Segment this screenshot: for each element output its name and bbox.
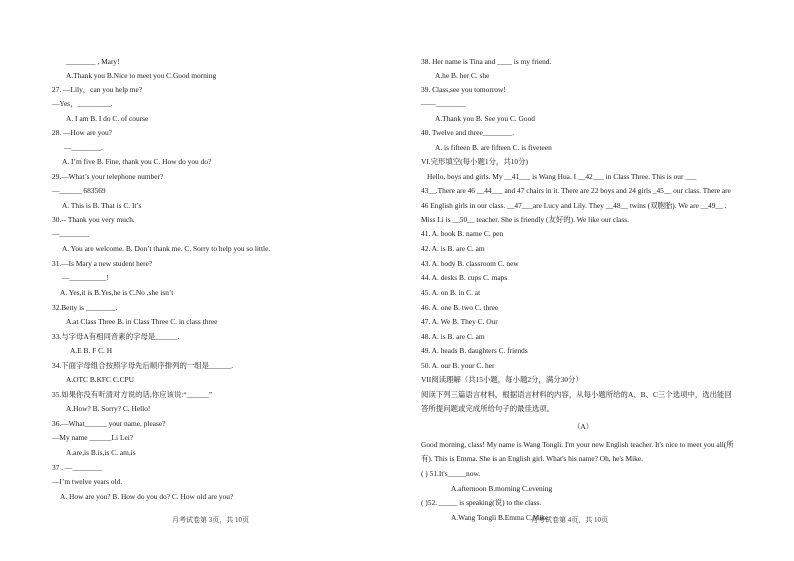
- left-page-line: ________ , Mary!: [66, 57, 120, 66]
- left-page-line: —__________!: [62, 273, 109, 282]
- right-page-line: ( ) 51.It's_____now.: [421, 469, 481, 478]
- left-page-line: A. I am B. I do C. of course: [66, 114, 149, 123]
- left-page-line: A.are,is B.is,is C. am,is: [66, 448, 136, 457]
- right-page-line: 47. A. We B. They C. Our: [421, 317, 498, 326]
- right-page-line: 49. A. heads B. daughters C. friends: [421, 346, 528, 355]
- right-page-footer: 月考试卷第 4页，共 10页: [531, 516, 608, 524]
- right-page-line: ——________: [421, 99, 466, 108]
- left-page-line: 36.—What______ your name, please?: [52, 419, 166, 428]
- left-page-line: 31.—Is Mary a new student here?: [52, 259, 153, 268]
- left-page-line: 27. —Lily，can you help me?: [52, 85, 143, 94]
- left-page-line: 32.Betty is ________.: [52, 303, 118, 312]
- right-page-line: 41. A. book B. name C. pen: [421, 229, 504, 238]
- right-page-line: 46 English girls in our class. __47___are Lucy and Lily. They __48__ twins (双胞胎). We are __49__ .: [421, 201, 727, 210]
- left-page-line: A.E B. F C. H: [70, 346, 113, 355]
- right-page-line: 阅读下列三篇语言材料，根据语言材料的内容，从每小题所给的A、B、C三个选项中，选出能回: [421, 390, 732, 399]
- right-page-line: A.Thank you B. See you C. Good: [435, 114, 535, 123]
- left-page-line: —______ 683569: [52, 186, 106, 195]
- right-page-line: Good morning, class! My name is Wang Tongli. I'm your new English teacher. It's nice to meet you all(所: [421, 440, 734, 449]
- left-page-line: —My name ______Li Lei?: [52, 433, 134, 442]
- left-page-line: A. How are you? B. How do you do? C. How old are you?: [60, 492, 234, 501]
- right-page-line: ( )52. _____ is speaking(说) to the class.: [421, 498, 542, 507]
- left-page-line: 29.—What’s your telephone number?: [52, 172, 164, 181]
- right-page-line: A.Wang Tongli B.Emma C.Mike: [451, 513, 549, 522]
- left-page-line: 33.与字母A有相同音素的字母是______.: [52, 332, 180, 341]
- right-page-line: 48. A. is B. are C. am: [421, 332, 485, 341]
- right-page-line: 39. Class,see you tomorrow!: [421, 85, 506, 94]
- left-page-line: —________: [52, 229, 89, 238]
- right-page-line: 44. A. desks B. cups C. maps: [421, 273, 508, 282]
- right-page-line: 答所提问题或完成所给句子的最佳选项。: [421, 404, 555, 413]
- right-page-line: 43__.There are 46 __44___ and 47 chairs in it. There are 22 boys and 24 girls _45__ our class. There are: [421, 186, 731, 195]
- left-page-line: 37 . —________: [52, 463, 102, 472]
- right-page-line: VII阅读理解（共15小题，每小题2分，满分30分）: [421, 375, 583, 384]
- right-page-line: A. is fifteen B. are fifteen C. is fiveteen: [435, 143, 552, 152]
- right-page-line: 43. A. body B. classroom C. new: [421, 259, 519, 268]
- left-page-line: 28. —How are you?: [52, 128, 112, 137]
- left-page-line: A.Thank you B.Nice to meet you C.Good morning: [66, 71, 217, 80]
- right-page-line: 42. A. is B. are C. am: [421, 244, 485, 253]
- right-page-line: A.afternoon B.morning C.evening: [451, 484, 553, 493]
- right-page-line: 50. A. our B. your C. her: [421, 361, 495, 370]
- right-page-line: （A）: [573, 422, 594, 431]
- left-page-line: A. This is B. That is C. It’s: [62, 201, 142, 210]
- left-page-line: 30.-- Thank you very much.: [52, 215, 135, 224]
- right-page-line: 有). This is Emma. She is an English girl. What's his name? Oh, he's Mike.: [421, 454, 643, 463]
- left-page-line: A.How? B. Sorry? C. Hello!: [66, 404, 151, 413]
- right-page-line: Miss Li is __50__ teacher. She is friendly (友好的). We like our class.: [421, 215, 630, 224]
- right-page-line: 46. A. one B. two C. three: [421, 303, 499, 312]
- left-page-line: 35.如果你没有听清对方说的话,你应该说:“______”: [52, 390, 213, 399]
- right-page-line: 38. Her name is Tina and ____ is my friend.: [421, 57, 552, 66]
- left-page-line: A. You are welcome. B. Don’t thank me. C. Sorry to help you so little.: [62, 244, 271, 253]
- left-page-line: —________.: [64, 143, 103, 152]
- left-page-line: 34.下面字母组合按照字母先后顺序排列的一组是______.: [52, 361, 234, 370]
- left-page-line: A. I’m five B. Fine, thank you C. How do you do?: [62, 157, 212, 166]
- right-page-line: Hello, boys and girls. My __41___ is Wang Hua. I __42___ in Class Three. This is our ___: [427, 172, 697, 181]
- right-page-line: 45. A. on B. in C. at: [421, 288, 481, 297]
- left-page-line: —Yes，_________.: [52, 99, 113, 108]
- left-page-footer: 月考试卷第 3页，共 10页: [172, 516, 249, 524]
- left-page-line: A.OTC B.KFC C.CPU: [66, 375, 134, 384]
- left-page-line: A.at Class Three B. in Class Three C. in class three: [66, 317, 218, 326]
- right-page-line: 40. Twelve and three________.: [421, 128, 515, 137]
- right-page-line: VI.完形填空(每小题1分，共10分): [421, 157, 528, 166]
- right-page-line: A.he B. her C. she: [435, 71, 490, 80]
- left-page-line: —I’m twelve years old.: [52, 477, 123, 486]
- left-page-line: A. Yes,it is B.Yes,he is C.No ,she isn’t: [60, 288, 174, 297]
